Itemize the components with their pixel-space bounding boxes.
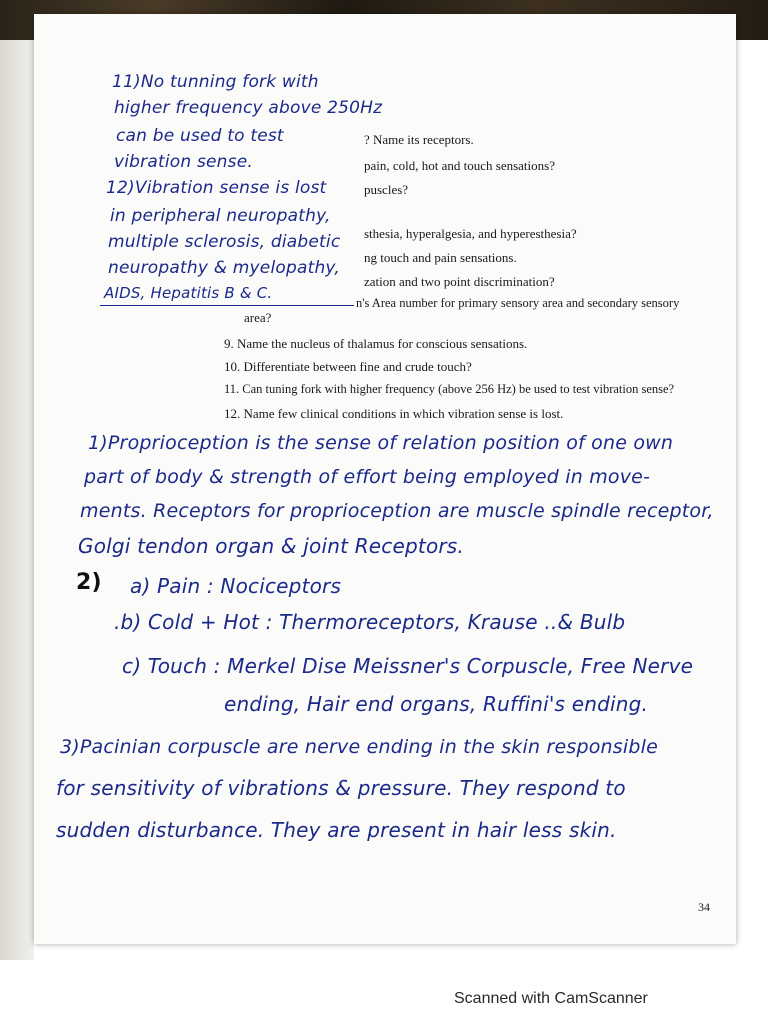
underline bbox=[100, 305, 354, 306]
printed-partial-7: n's Area number for primary sensory area and secondary sensory bbox=[356, 296, 680, 310]
question-12: 12. Name few clinical conditions in which vibration sense is lost. bbox=[224, 406, 564, 421]
hw-line-1: 11)No tunning fork with bbox=[112, 72, 319, 92]
answer-1-line-1: 1)Proprioception is the sense of relation position of one own bbox=[88, 432, 674, 454]
hw-line-7: multiple sclerosis, diabetic bbox=[108, 232, 341, 252]
answer-3-line-2: for sensitivity of vibrations & pressure. They respond to bbox=[56, 776, 626, 800]
page-number: 34 bbox=[698, 900, 710, 914]
answer-2-line-a: a) Pain : Nociceptors bbox=[130, 574, 342, 598]
hw-line-8: neuropathy & myelopathy, bbox=[108, 258, 340, 278]
printed-partial-3: puscles? bbox=[364, 182, 409, 197]
hw-line-9: AIDS, Hepatitis B & C. bbox=[104, 284, 273, 302]
hw-line-4: vibration sense. bbox=[114, 152, 253, 172]
printed-partial-2: pain, cold, hot and touch sensations? bbox=[364, 158, 555, 173]
scanner-watermark: Scanned with CamScanner bbox=[454, 990, 648, 1007]
printed-partial-5: ng touch and pain sensations. bbox=[364, 250, 517, 265]
answer-1-line-4: Golgi tendon organ & joint Receptors. bbox=[78, 534, 464, 558]
question-9: 9. Name the nucleus of thalamus for conscious sensations. bbox=[224, 336, 528, 351]
answer-2-line-c2: ending, Hair end organs, Ruffini's ending. bbox=[224, 692, 649, 716]
hw-line-5: 12)Vibration sense is lost bbox=[106, 178, 327, 198]
hw-line-2: higher frequency above 250Hz bbox=[114, 98, 383, 118]
answer-3-line-3: sudden disturbance. They are present in hair less skin. bbox=[56, 818, 617, 842]
printed-partial-8: area? bbox=[244, 310, 272, 325]
printed-partial-6: zation and two point discrimination? bbox=[364, 274, 555, 289]
answer-2-line-c: c) Touch : Merkel Dise Meissner's Corpuscle, Free Nerve bbox=[122, 654, 694, 678]
question-11: 11. Can tuning fork with higher frequency (above 256 Hz) be used to test vibration sense? bbox=[224, 382, 675, 396]
hw-line-3: can be used to test bbox=[116, 126, 284, 146]
document-page bbox=[34, 14, 736, 944]
answer-1-line-2: part of body & strength of effort being employed in move- bbox=[84, 466, 651, 488]
printed-partial-4: sthesia, hyperalgesia, and hyperesthesia? bbox=[364, 226, 577, 241]
question-10: 10. Differentiate between fine and crude touch? bbox=[224, 359, 472, 374]
answer-1-line-3: ments. Receptors for proprioception are muscle spindle receptor, bbox=[80, 500, 714, 522]
answer-3-line-1: 3)Pacinian corpuscle are nerve ending in the skin responsible bbox=[60, 736, 658, 758]
page-edge-shadow bbox=[0, 0, 34, 960]
answer-2-line-b: .b) Cold + Hot : Thermoreceptors, Krause ..& Bulb bbox=[114, 610, 626, 634]
answer-2-number: 2) bbox=[76, 570, 102, 595]
printed-partial-1: ? Name its receptors. bbox=[364, 132, 474, 147]
hw-line-6: in peripheral neuropathy, bbox=[110, 206, 331, 226]
